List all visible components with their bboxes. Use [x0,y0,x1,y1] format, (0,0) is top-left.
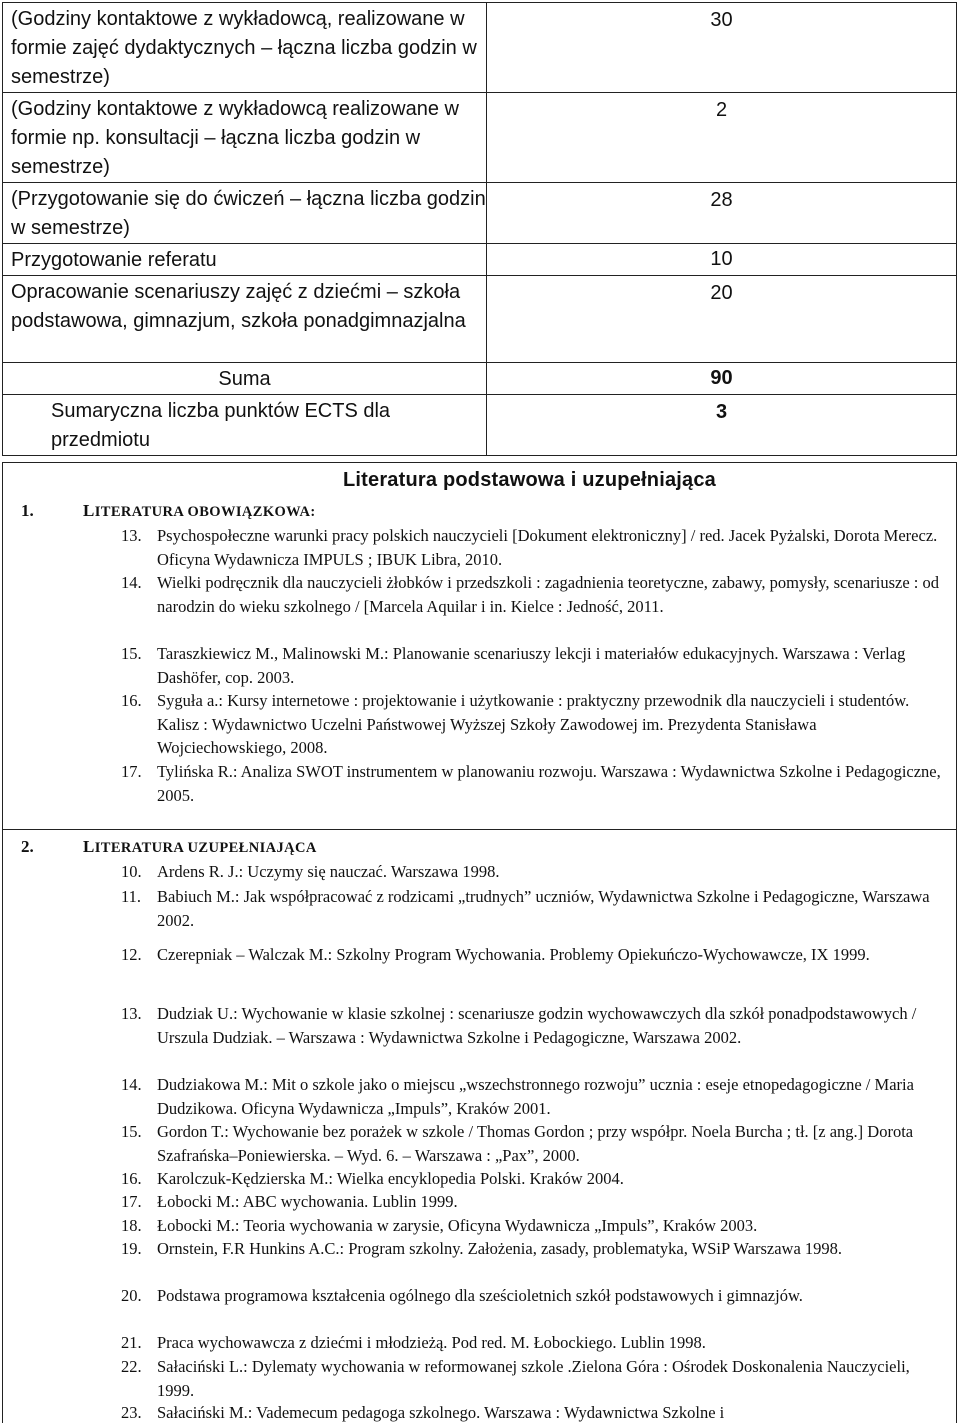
row-label: (Godziny kontaktowe z wykładowcą realizowane w formie np. konsultacji – łączna liczba godzin w semestrze) [3,93,487,183]
section-2-number: 2. [21,837,34,856]
list-item: 17. Tylińska R.: Analiza SWOT instrumentem w planowaniu rozwoju. Warszawa : Wydawnictwa Szkolne i Pedagogiczne, 2005. [121,762,941,805]
literature-box [2,462,957,1423]
list-item: 23. Sałaciński M.: Vademecum pedagoga szkolnego. Warszawa : Wydawnictwa Szkolne i [121,1403,725,1422]
table-row [3,183,957,244]
row-value: 20 [710,282,733,304]
list-item: 21. Praca wychowawcza z dziećmi i młodzieżą. Pod red. M. Łobockiego. Lublin 1998. [121,1333,706,1352]
row-label: (Przygotowanie się do ćwiczeń – łączna liczba godzin w semestrze) [3,183,487,244]
row-value: 10 [710,248,733,270]
list-item: 16. Syguła a.: Kursy internetowe : projektowanie i użytkowanie : praktyczny przewodnik dla nauczycieli i studentów. Kalisz : Wydawnictwo Uczelni Państwowej Wyższej Szkoły Zawodowej im. Prezydenta Stanisława Wojciechowskiego, 2008. [121,691,910,757]
ects-row [3,395,957,456]
list-item: 17. Łobocki M.: ABC wychowania. Lublin 1999. [121,1192,458,1211]
ects-label: Sumaryczna liczba punktów ECTS dla przedmiotu [3,395,487,456]
table-row [3,244,957,276]
list-item: 20. Podstawa programowa kształcenia ogólnego dla sześcioletnich szkół podstawowych i gimnazjów. [121,1286,803,1305]
sum-label: Suma [3,363,487,395]
table-row [3,3,957,93]
list-item: 13. Dudziak U.: Wychowanie w klasie szkolnej : scenariusze godzin wychowawczych dla szkół ponadpodstawowych / Urszula Dudziak. – Warszawa : Wydawnictwa Szkolne i Pedagogiczne, Warszawa 2002. [121,1004,917,1047]
list-item: 18. Łobocki M.: Teoria wychowania w zarysie, Oficyna Wydawnicza „Impuls”, Kraków 2003. [121,1216,758,1235]
section-1-heading: LITERATURA OBOWIĄZKOWA: [83,501,316,520]
hours-table [2,2,957,456]
row-value: 30 [710,9,733,31]
list-item: 22. Sałaciński L.: Dylematy wychowania w reformowanej szkole .Zielona Góra : Ośrodek Doskonalenia Nauczycieli, 1999. [121,1357,910,1400]
row-value: 28 [710,189,733,211]
list-item: 14. Wielki podręcznik dla nauczycieli żłobków i przedszkoli : zagadnienia teoretyczne, zabawy, pomysły, scenariusze : od narodzin do wieku szkolnego / [Marcela Aquilar i in. Kielce : Jedność, 2011. [121,573,940,616]
list-item: 13. Psychospołeczne warunki pracy polskich nauczycieli [Dokument elektroniczny] / red. Jacek Pyżalski, Dorota Merecz. Oficyna Wydawnicza IMPULS ; IBUK Libra, 2010. [121,526,938,569]
section-1-number: 1. [21,501,34,520]
row-label: Opracowanie scenariuszy zajęć z dziećmi – szkoła podstawowa, gimnazjum, szkoła ponadgimnazjalna [3,276,487,363]
row-label: Przygotowanie referatu [3,244,487,276]
list-item: 10. Ardens R. J.: Uczymy się nauczać. Warszawa 1998. [121,862,500,881]
row-value: 2 [715,99,728,121]
sum-value: 90 [710,367,733,389]
section-divider [3,829,956,830]
list-item: 14. Dudziakowa M.: Mit o szkole jako o miejscu „wszechstronnego rozwoju” ucznia : eseje etnopedagogiczne / Maria Dudzikowa. Oficyna Wydawnicza „Impuls”, Kraków 2001. [121,1075,914,1118]
row-label: (Godziny kontaktowe z wykładowcą, realizowane w formie zajęć dydaktycznych – łączna liczba godzin w semestrze) [3,3,487,93]
list-item: 19. Ornstein, F.R Hunkins A.C.: Program szkolny. Założenia, zasady, problematyka, WSiP Warszawa 1998. [121,1239,843,1258]
sum-row [3,363,957,395]
list-item: 15. Taraszkiewicz M., Malinowski M.: Planowanie scenariuszy lekcji i materiałów edukacyjnych. Warszawa : Verlag Dashöfer, cop. 2003. [121,644,906,687]
list-item: 11. Babiuch M.: Jak współpracować z rodzicami „trudnych” uczniów, Wydawnictwa Szkolne i Pedagogiczne, Warszawa 2002. [121,887,930,930]
table-row [3,276,957,363]
ects-value: 3 [715,401,728,423]
section-2-heading: LITERATURA UZUPEŁNIAJĄCA [83,837,317,856]
list-item: 12. Czerepniak – Walczak M.: Szkolny Program Wychowania. Problemy Opiekuńczo-Wychowawcze, IX 1999. [121,945,870,964]
list-item: 15. Gordon T.: Wychowanie bez porażek w szkole / Thomas Gordon ; przy współpr. Noela Burcha ; tł. [z ang.] Dorota Szafrańska–Poniewierska. – Wyd. 6. – Warszawa : „Pax”, 2000. [121,1122,914,1165]
list-item: 16. Karolczuk-Kędzierska M.: Wielka encyklopedia Polski. Kraków 2004. [121,1169,624,1188]
literature-title: Literatura podstawowa i uzupełniająca [342,469,717,491]
table-row [3,93,957,183]
